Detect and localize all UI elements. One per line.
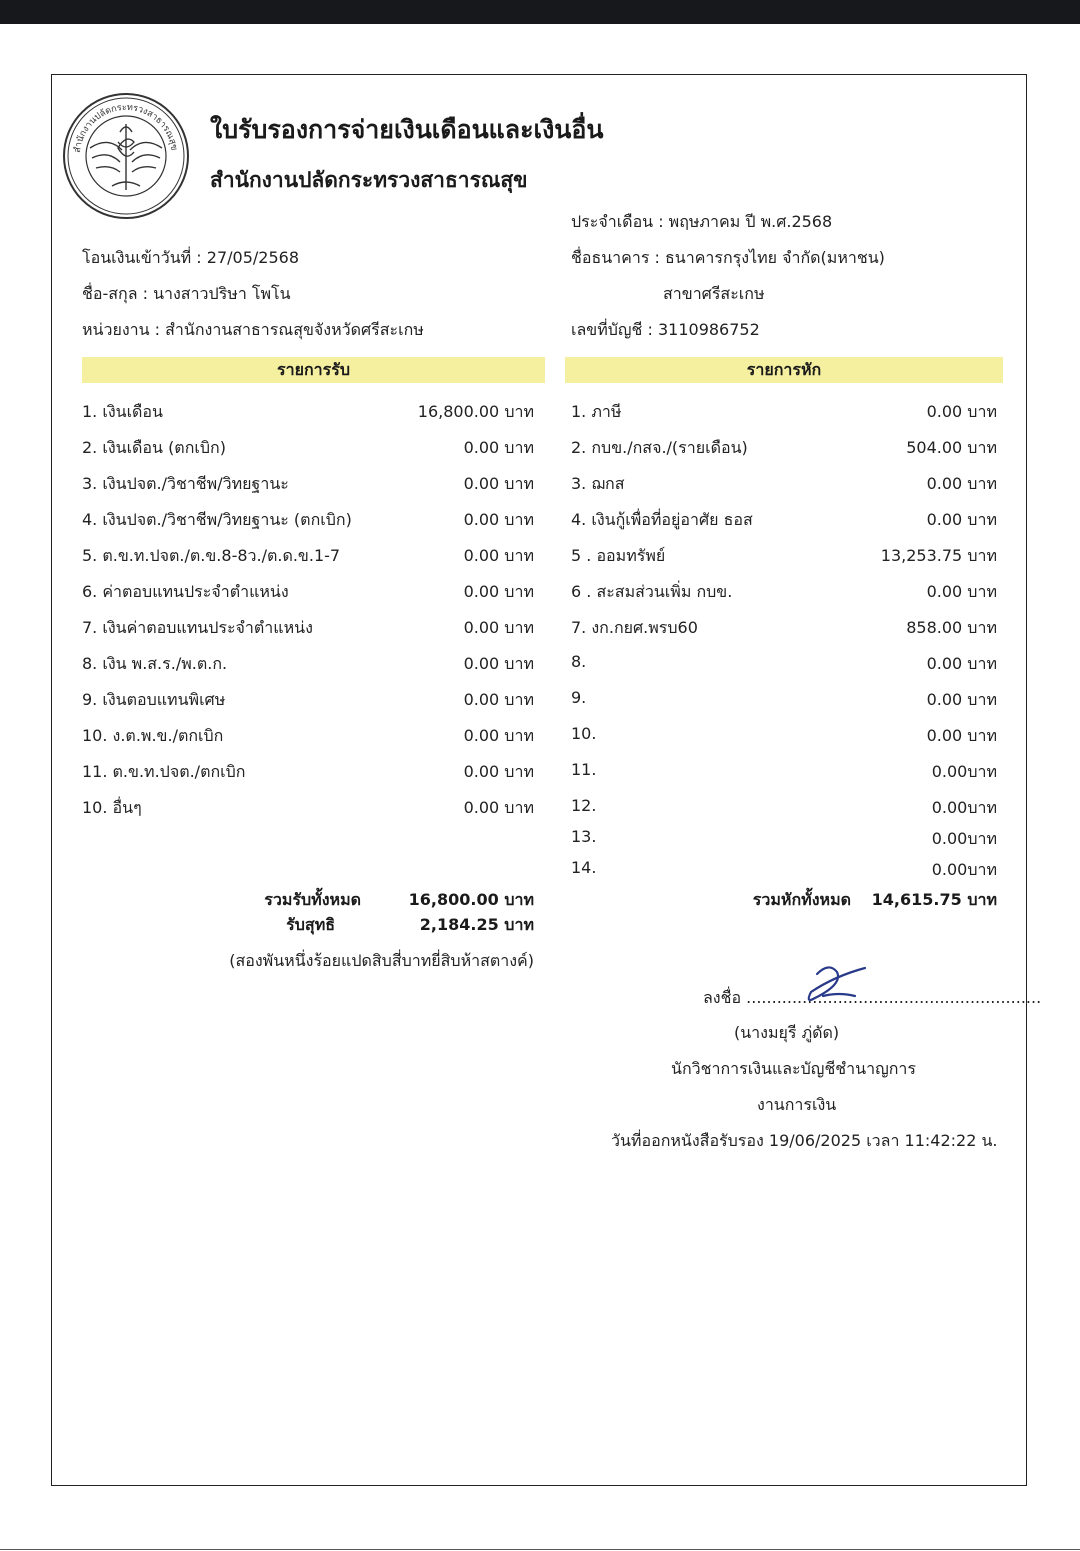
income-row	[82, 508, 534, 530]
deduction-row	[571, 616, 997, 638]
income-label: 8. เงิน พ.ส.ร./พ.ต.ก.	[82, 654, 228, 673]
deduction-value: 0.00บาท	[931, 762, 997, 781]
income-value: 0.00 บาท	[463, 474, 534, 493]
signer-position: นักวิชาการเงินและบัญชีชำนาญการ	[671, 1059, 916, 1078]
deduction-label: 2. กบข./กสจ./(รายเดือน)	[571, 438, 748, 457]
income-label: 6. ค่าตอบแทนประจำตำแหน่ง	[82, 582, 289, 601]
deduction-total-value: 14,615.75 บาท	[871, 890, 997, 909]
signer-name: (นางมยุรี ภู่ดัด)	[734, 1023, 840, 1042]
income-row	[82, 688, 534, 710]
issue-timestamp: วันที่ออกหนังสือรับรอง 19/06/2025 เวลา 11:42:22 น.	[611, 1131, 998, 1150]
income-value: 0.00 บาท	[463, 546, 534, 565]
deduction-row	[571, 827, 997, 849]
bank-branch: สาขาศรีสะเกษ	[663, 284, 765, 303]
deduction-value: 0.00 บาท	[926, 726, 997, 745]
net-pay-value: 2,184.25 บาท	[419, 915, 534, 934]
ministry-seal-icon	[62, 92, 190, 220]
deduction-row	[571, 472, 997, 494]
income-value: 0.00 บาท	[463, 762, 534, 781]
income-value: 0.00 บาท	[463, 582, 534, 601]
deduction-label: 4. เงินกู้เพื่อที่อยู่อาศัย ธอส	[571, 510, 753, 529]
net-pay-words: (สองพันหนึ่งร้อยแปดสิบสี่บาทยี่สิบห้าสตางค์)	[229, 951, 534, 970]
document-subtitle: สำนักงานปลัดกระทรวงสาธารณสุข	[210, 168, 528, 192]
income-label: 7. เงินค่าตอบแทนประจำตำแหน่ง	[82, 618, 313, 637]
income-label: 10. ง.ต.พ.ข./ตกเบิก	[82, 726, 224, 745]
deduction-header: รายการหัก	[565, 357, 1003, 383]
deduction-label: 10.	[571, 724, 597, 743]
income-row	[82, 616, 534, 638]
income-label: 9. เงินตอบแทนพิเศษ	[82, 690, 226, 709]
income-value: 16,800.00 บาท	[417, 402, 534, 421]
deduction-row	[571, 580, 997, 602]
deduction-row	[571, 724, 997, 746]
deduction-label: 12.	[571, 796, 597, 815]
income-value: 0.00 บาท	[463, 510, 534, 529]
income-total-label: รวมรับทั้งหมด	[264, 890, 361, 909]
deduction-row	[571, 796, 997, 818]
income-label: 3. เงินปจต./วิชาชีพ/วิทยฐานะ	[82, 474, 289, 493]
deduction-label: 13.	[571, 827, 597, 846]
income-row	[82, 580, 534, 602]
deduction-value: 0.00 บาท	[926, 510, 997, 529]
deduction-label: 1. ภาษี	[571, 402, 622, 421]
deduction-row	[571, 400, 997, 422]
deduction-total-label: รวมหักทั้งหมด	[752, 890, 851, 909]
transfer-date: โอนเงินเข้าวันที่ : 27/05/2568	[82, 248, 299, 267]
signer-department: งานการเงิน	[757, 1095, 837, 1114]
income-label: 2. เงินเดือน (ตกเบิก)	[82, 438, 226, 457]
income-label: 10. อื่นๆ	[82, 798, 142, 817]
income-row	[82, 436, 534, 458]
deduction-row	[571, 858, 997, 880]
bank-name: ชื่อธนาคาร : ธนาคารกรุงไทย จำกัด(มหาชน)	[571, 248, 885, 267]
income-row	[82, 724, 534, 746]
income-value: 0.00 บาท	[463, 618, 534, 637]
pay-month: ประจำเดือน : พฤษภาคม ปี พ.ศ.2568	[571, 212, 833, 231]
deduction-label: 6 . สะสมส่วนเพิ่ม กบข.	[571, 582, 733, 601]
deduction-row	[571, 760, 997, 782]
deduction-label: 9.	[571, 688, 587, 707]
income-row	[82, 400, 534, 422]
document-title: ใบรับรองการจ่ายเงินเดือนและเงินอื่น	[210, 115, 604, 144]
income-header: รายการรับ	[82, 357, 545, 383]
deduction-value: 0.00 บาท	[926, 474, 997, 493]
deduction-value: 858.00 บาท	[906, 618, 997, 637]
bottom-divider	[0, 1549, 1080, 1550]
income-row	[82, 760, 534, 782]
income-label: 1. เงินเดือน	[82, 402, 163, 421]
deduction-value: 13,253.75 บาท	[880, 546, 997, 565]
income-value: 0.00 บาท	[463, 690, 534, 709]
income-label: 11. ต.ข.ท.ปจต./ตกเบิก	[82, 762, 246, 781]
deduction-row	[571, 544, 997, 566]
deduction-value: 0.00บาท	[931, 798, 997, 817]
deduction-value: 0.00 บาท	[926, 402, 997, 421]
deduction-row	[571, 508, 997, 530]
income-row	[82, 544, 534, 566]
income-value: 0.00 บาท	[463, 654, 534, 673]
income-row	[82, 796, 534, 818]
employee-name: ชื่อ-สกุล : นางสาวปริษา โพโน	[82, 284, 291, 303]
deduction-label: 8.	[571, 652, 587, 671]
income-row	[82, 652, 534, 674]
net-pay-label: รับสุทธิ	[286, 915, 335, 934]
deduction-label: 11.	[571, 760, 597, 779]
deduction-value: 0.00บาท	[931, 829, 997, 848]
deduction-row	[571, 652, 997, 674]
income-label: 4. เงินปจต./วิชาชีพ/วิทยฐานะ (ตกเบิก)	[82, 510, 352, 529]
deduction-value: 0.00 บาท	[926, 654, 997, 673]
seal-text: สำนักงานปลัดกระทรวงสาธารณสุข	[72, 102, 179, 154]
top-bar	[0, 0, 1080, 24]
sign-line: ลงชื่อ ..........................................................	[703, 988, 1042, 1007]
income-total-value: 16,800.00 บาท	[408, 890, 534, 909]
income-label: 5. ต.ข.ท.ปจต./ต.ข.8-8ว./ต.ด.ข.1-7	[82, 546, 341, 565]
deduction-label: 7. งก.กยศ.พรบ60	[571, 618, 698, 637]
deduction-value: 504.00 บาท	[906, 438, 997, 457]
income-value: 0.00 บาท	[463, 726, 534, 745]
account-number: เลขที่บัญชี : 3110986752	[571, 320, 760, 339]
work-unit: หน่วยงาน : สำนักงานสาธารณสุขจังหวัดศรีสะเกษ	[82, 320, 424, 339]
deduction-label: 14.	[571, 858, 597, 877]
deduction-label: 5 . ออมทรัพย์	[571, 546, 666, 565]
deduction-value: 0.00 บาท	[926, 690, 997, 709]
deduction-label: 3. ฌกส	[571, 474, 625, 493]
deduction-row	[571, 436, 997, 458]
deduction-value: 0.00 บาท	[926, 582, 997, 601]
income-value: 0.00 บาท	[463, 438, 534, 457]
deduction-value: 0.00บาท	[931, 860, 997, 879]
income-value: 0.00 บาท	[463, 798, 534, 817]
income-row	[82, 472, 534, 494]
deduction-row	[571, 688, 997, 710]
